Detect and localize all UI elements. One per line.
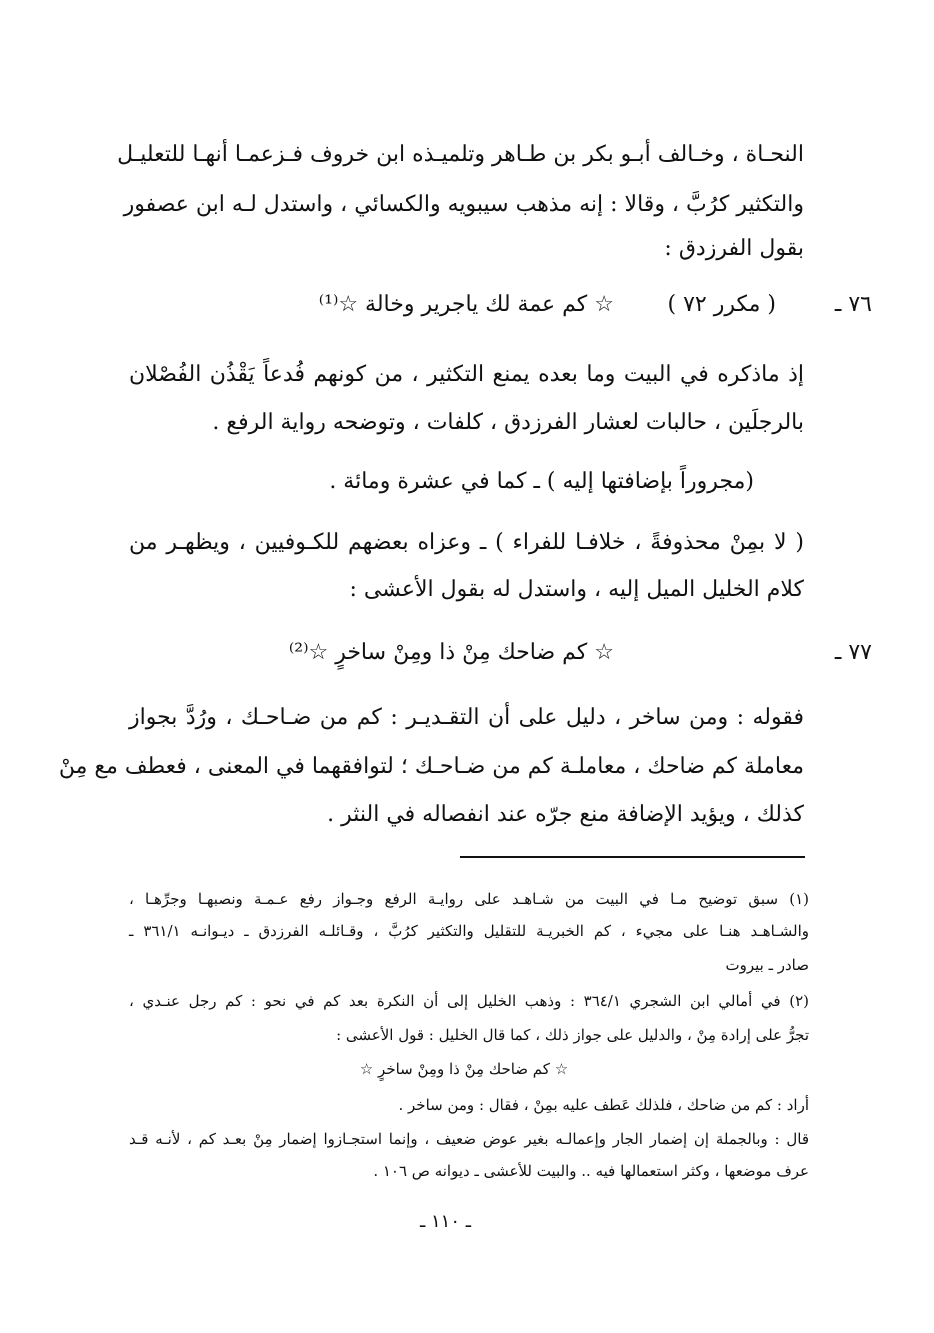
- body-line: النحـاة ، وخـالف أبـو بكر بن طـاهر وتلميـذه ابن خروف فـزعمـا أنهـا للتعليـل: [117, 142, 804, 167]
- body-line: كذلك ، ويؤيد الإضافة منع جرّه عند انفصاله في النثر .: [327, 802, 804, 827]
- footnote-line: قال : وبالجملة إن إضمار الجار وإعمالـه بغير عوض ضعيف ، وإنما استجـازوا إضمار مِنْ بعـد كم ، لأنـه قـد: [129, 1130, 809, 1148]
- body-line: كلام الخليل الميل إليه ، واستدل له بقول الأعشى :: [349, 577, 804, 602]
- footnote-line: تجرُّ على إرادة مِنْ ، والدليل على جواز ذلك ، كما قال الخليل : قول الأعشى :: [336, 1026, 809, 1044]
- body-line: فقوله : ومن ساخر ، دليل على أن التقـديـر : كم من ضـاحـك ، ورُدَّ بجواز: [129, 705, 804, 730]
- body-line: ( لا بمِنْ محذوفةً ، خلافـا للفراء ) ـ وعزاه بعضهم للكـوفيين ، ويظهـر من: [129, 530, 804, 555]
- body-line: (مجروراً بإضافتها إليه ) ـ كما في عشرة ومائة .: [329, 469, 754, 494]
- footnote-line: عرف موضعها ، وكثر استعمالها فيه .. والبيت للأعشى ـ ديوانه ص ١٠٦ .: [373, 1162, 809, 1180]
- footnote-divider: [460, 856, 805, 858]
- footnote-line: أراد : كم من ضاحك ، فلذلك عَطف عليه بمِنْ ، فقال : ومن ساخر .: [398, 1096, 809, 1114]
- body-line: بالرجلَين ، حالبات لعشار الفرزدق ، كلفات ، وتوضحه رواية الرفع .: [212, 410, 804, 435]
- footnote-line: (٢) في أمالي ابن الشجري ٣٦٤/١ : وذهب الخليل إلى أن النكرة بعد كم في نحو : كم رجل عنـدي ،: [129, 992, 809, 1010]
- footnote-line: والشـاهـد هنـا على مجيء ، كم الخبريـة للتقليل والتكثير كرُبَّ ، وقـائلـه الفرزدق ـ ديـوانـه ٣٦١/١ ـ: [129, 922, 809, 940]
- verse-number: ٧٦ ـ: [834, 292, 872, 317]
- footnote-verse: ☆ كم ضاحك مِنْ ذا ومِنْ ساخرٍ ☆: [359, 1060, 569, 1078]
- verse-text: ☆ كم عمة لك ياجرير وخالة ☆⁽¹⁾: [318, 292, 614, 317]
- body-line: بقول الفرزدق :: [664, 236, 804, 261]
- footnote-line: (١) سبق توضيح مـا في البيت من شـاهـد على روايـة الرفع وجـواز رفع عـمـة ونصبهـا وجرِّهـا ،: [129, 890, 809, 908]
- verse-cross-reference: ( مكرر ٧٢ ): [667, 292, 776, 317]
- footnote-line: صادر ـ بيروت: [725, 956, 809, 974]
- body-line: إذ ماذكره في البيت وما بعده يمنع التكثير ، من كونهم فُدعاً يَقْذُن الفُصْلان: [129, 362, 804, 387]
- body-line: والتكثير كرُبَّ ، وقالا : إنه مذهب سيبويه والكسائي ، واستدل لـه ابن عصفور: [123, 192, 804, 217]
- verse-text: ☆ كم ضاحك مِنْ ذا ومِنْ ساخرٍ ☆⁽²⁾: [288, 640, 614, 665]
- verse-number: ٧٧ ـ: [834, 640, 872, 665]
- body-line: معاملة كم ضاحك ، معاملـة كم من ضـاحـك ؛ لتوافقهما في المعنى ، فعطف مع مِنْ: [58, 754, 804, 779]
- page-number: ـ ١١٠ ـ: [420, 1211, 472, 1232]
